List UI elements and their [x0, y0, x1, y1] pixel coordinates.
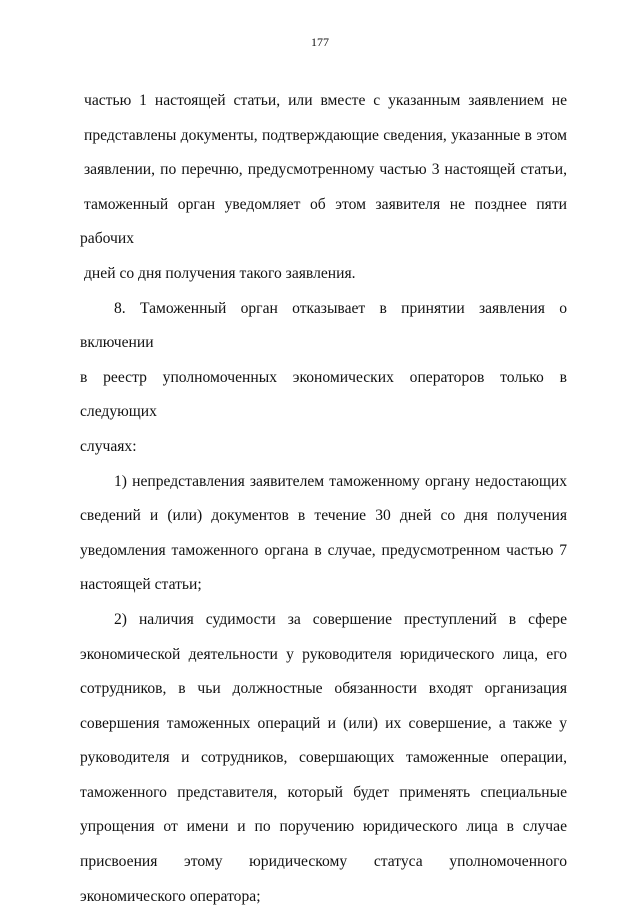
text-line: случаях: — [80, 437, 137, 455]
text-line: таможенный орган уведомляет об этом заявителя не позднее пяти рабочих — [80, 195, 567, 248]
text-line: 2) наличия судимости за совершение преступлений в сфере — [114, 610, 567, 628]
text-line: представлены документы, подтверждающие сведения, указанные в этом — [84, 126, 567, 144]
paragraph-notice-continuation — [80, 84, 567, 292]
text-line: в реестр уполномоченных экономических операторов только в следующих — [80, 368, 567, 421]
text-line: дней со дня получения такого заявления. — [84, 264, 356, 282]
text-line: частью 1 настоящей статьи, или вместе с указанным заявлением не — [84, 92, 567, 109]
document-body — [80, 84, 567, 914]
text-line: таможенного представителя, который будет применять специальные — [80, 783, 567, 801]
text-line: экономического оператора; — [80, 887, 261, 905]
text-line: руководителя и сотрудников, совершающих таможенные операции, — [80, 749, 567, 767]
text-line: 1) непредставления заявителем таможенному органу недостающих — [114, 472, 567, 490]
text-line: уведомления таможенного органа в случае, предусмотренном частью 7 — [80, 541, 567, 559]
text-line: совершения таможенных операций и (или) их совершение, а также у — [80, 714, 567, 732]
paragraph-subitem-1 — [80, 465, 567, 603]
text-line: упрощения от имени и по поручению юридического лица в случае — [80, 818, 567, 836]
text-line: присвоения этому юридическому статуса уполномоченного — [80, 853, 567, 871]
text-line: настоящей статьи; — [80, 576, 202, 594]
text-line: экономической деятельности у руководителя юридического лица, его — [80, 645, 567, 663]
text-line: заявлении, по перечню, предусмотренному частью 3 настоящей статьи, — [84, 161, 567, 179]
paragraph-subitem-2 — [80, 603, 567, 914]
paragraph-item-8 — [80, 292, 567, 465]
text-line: сотрудников, в чьи должностные обязанности входят организация — [80, 680, 567, 698]
page-number: 177 — [311, 35, 329, 49]
text-line: 8. Таможенный орган отказывает в принятии заявления о включении — [80, 299, 567, 352]
text-line: сведений и (или) документов в течение 30 дней со дня получения — [80, 507, 567, 525]
